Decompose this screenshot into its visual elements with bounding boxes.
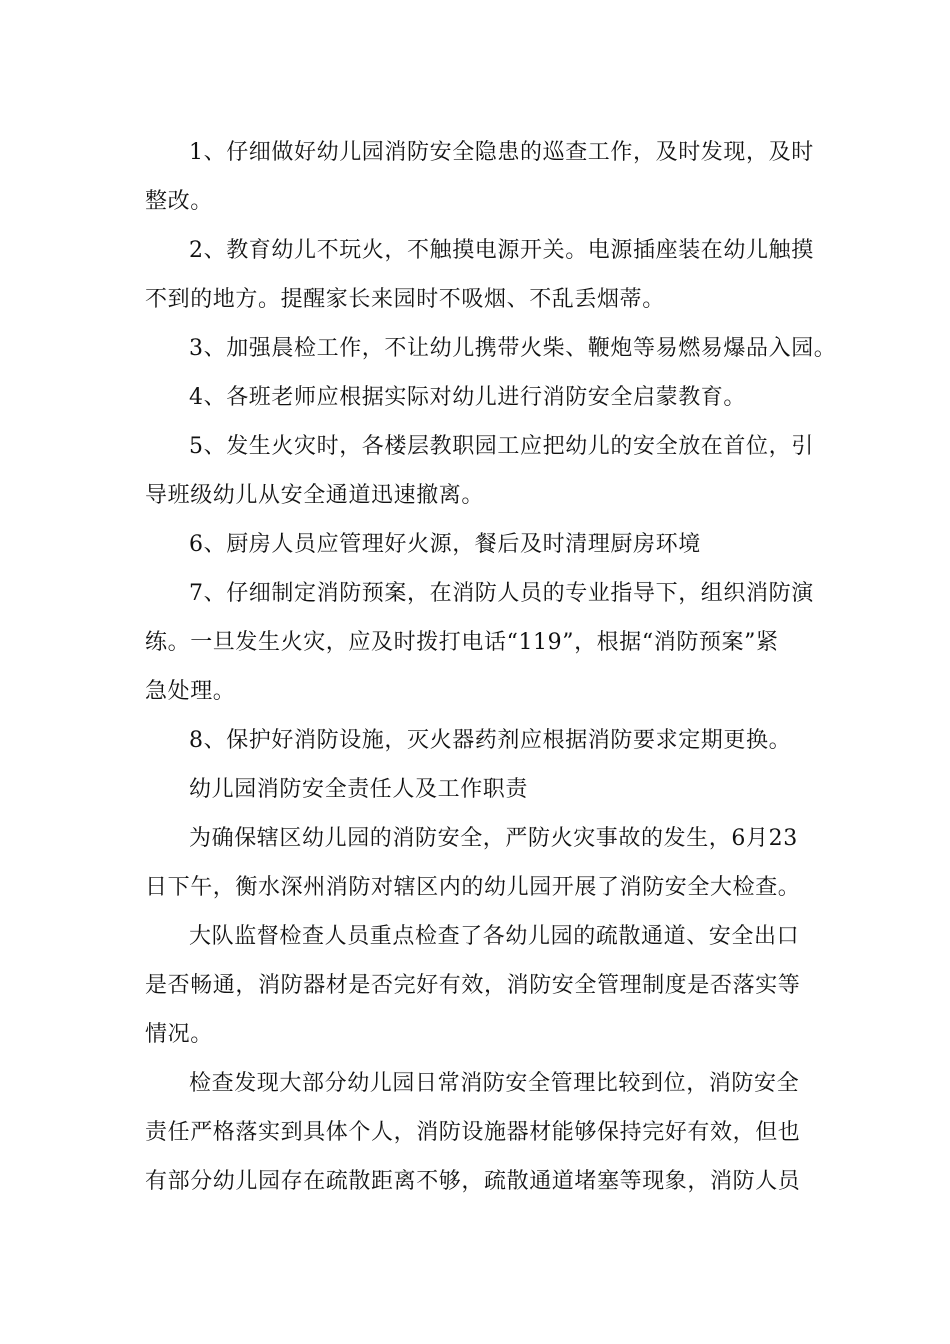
paragraph-item-4 <box>145 373 811 422</box>
text-line: 3、加强晨检工作，不让幼儿携带火柴、鞭炮等易燃易爆品入园。 <box>189 336 837 361</box>
paragraph-item-3 <box>145 324 837 373</box>
text-line: 为确保辖区幼儿园的消防安全，严防火灾事故的发生，6月23 <box>189 826 798 851</box>
text-line: 导班级幼儿从安全通道迅速撤离。 <box>145 483 485 508</box>
document-body <box>145 128 837 1206</box>
paragraph-item-2 <box>145 226 814 324</box>
paragraph-findings <box>145 1059 811 1206</box>
text-line: 6、厨房人员应管理好火源，餐后及时清理厨房环境 <box>189 532 701 557</box>
text-line: 幼儿园消防安全责任人及工作职责 <box>189 777 529 802</box>
text-line: 1、仔细做好幼儿园消防安全隐患的巡查工作，及时发现，及时 <box>189 140 814 165</box>
text-line: 5、发生火灾时，各楼层教职园工应把幼儿的安全放在首位，引 <box>189 434 814 459</box>
text-line: 4、各班老师应根据实际对幼儿进行消防安全启蒙教育。 <box>189 385 746 410</box>
text-line: 不到的地方。提醒家长来园时不吸烟、不乱丢烟蒂。 <box>145 287 665 312</box>
paragraph-item-1 <box>145 128 814 226</box>
text-line: 大队监督检查人员重点检查了各幼儿园的疏散通道、安全出口 <box>189 924 800 949</box>
paragraph-item-5 <box>145 422 814 520</box>
paragraph-item-8 <box>145 716 811 765</box>
text-line: 8、保护好消防设施，灭火器药剂应根据消防要求定期更换。 <box>189 728 792 753</box>
paragraph-inspection <box>145 912 811 1059</box>
paragraph-intro <box>145 814 811 912</box>
paragraph-item-7 <box>145 569 814 716</box>
text-line: 日下午，衡水深州消防对辖区内的幼儿园开展了消防安全大检查。 <box>145 875 801 900</box>
text-line: 整改。 <box>145 189 213 214</box>
text-line: 检查发现大部分幼儿园日常消防安全管理比较到位，消防安全 <box>189 1071 800 1096</box>
paragraph-item-6 <box>145 520 811 569</box>
text-line: 责任严格落实到具体个人，消防设施器材能够保持完好有效，但也 <box>145 1120 801 1145</box>
text-line: 有部分幼儿园存在疏散距离不够，疏散通道堵塞等现象，消防人员 <box>145 1169 801 1194</box>
text-line: 7、仔细制定消防预案，在消防人员的专业指导下，组织消防演 <box>189 581 814 606</box>
text-line: 2、教育幼儿不玩火，不触摸电源开关。电源插座装在幼儿触摸 <box>189 238 814 263</box>
text-line: 急处理。 <box>145 679 236 704</box>
text-line: 是否畅通，消防器材是否完好有效，消防安全管理制度是否落实等 <box>145 973 801 998</box>
text-line: 情况。 <box>145 1022 213 1047</box>
section-heading <box>145 765 811 814</box>
text-line: 练。一旦发生火灾，应及时拨打电话“119”，根据“消防预案”紧 <box>145 630 779 655</box>
